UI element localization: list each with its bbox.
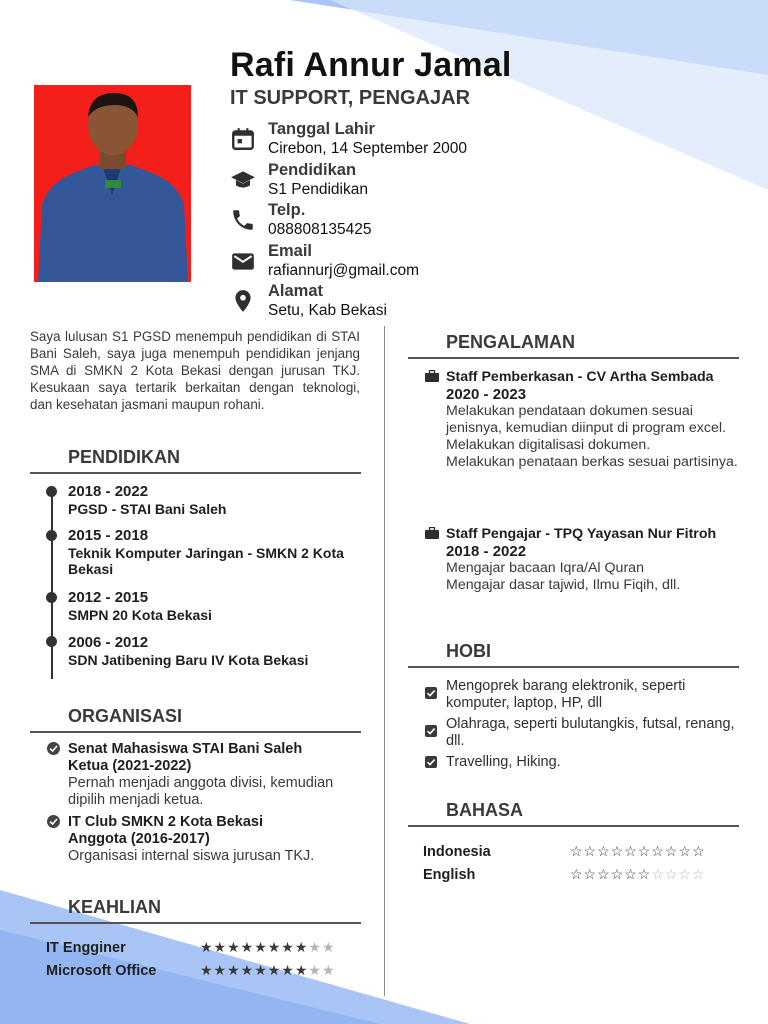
education-years: 2018 - 2022 (68, 483, 149, 500)
column-divider (384, 326, 385, 996)
timeline-dot (46, 530, 57, 541)
info-phone (230, 201, 550, 241)
star-filled-icon: ★★★★★★★★ (200, 962, 309, 978)
info-value: Setu, Kab Bekasi (268, 302, 387, 319)
info-label: Alamat (268, 282, 324, 300)
hobby-item: Mengoprek barang elektronik, seperti komputer, laptop, HP, dll (446, 678, 686, 711)
education-years: 2015 - 2018 (68, 527, 149, 544)
section-title-pengalaman: PENGALAMAN (446, 332, 575, 352)
timeline-dot (46, 486, 57, 497)
check-circle-icon (47, 742, 60, 755)
experience-years: 2020 - 2023 (446, 386, 527, 403)
language-name: English (423, 867, 476, 883)
hobby-item: Travelling, Hiking. (446, 754, 561, 770)
info-label: Pendidikan (268, 161, 357, 179)
star-empty-icon: ★★ (308, 939, 336, 955)
education-item (68, 484, 358, 517)
timeline-dot (46, 592, 57, 603)
education-item (68, 590, 358, 623)
section-divider (30, 472, 361, 474)
info-address (230, 282, 550, 322)
briefcase-icon (425, 370, 439, 382)
education-item (68, 635, 358, 668)
education-school: SMPN 20 Kota Bekasi (68, 606, 212, 623)
language-name: Indonesia (423, 844, 491, 860)
education-school: Teknik Komputer Jaringan - SMKN 2 Kota Bekasi (68, 544, 344, 577)
organization-desc: Organisasi internal siswa jurusan TKJ. (68, 848, 315, 864)
star-outline-icon: ☆☆☆☆☆☆☆☆☆☆ (570, 843, 706, 859)
info-value: 088808135425 (268, 221, 372, 238)
info-education (230, 161, 550, 201)
section-title-hobi: HOBI (446, 641, 491, 661)
organization-item (68, 814, 368, 865)
organization-name: IT Club SMKN 2 Kota Bekasi (68, 814, 263, 830)
experience-title: Staff Pengajar - TPQ Yayasan Nur Fitroh (446, 526, 717, 542)
experience-years: 2018 - 2022 (446, 543, 527, 560)
organization-desc: Pernah menjadi anggota divisi, kemudian dipilih menjadi ketua. (68, 775, 334, 808)
calendar-icon (230, 126, 256, 152)
education-years: 2012 - 2015 (68, 589, 149, 606)
info-value: S1 Pendidikan (268, 181, 368, 198)
education-years: 2006 - 2012 (68, 634, 149, 651)
section-title-bahasa: BAHASA (446, 800, 524, 820)
experience-item (446, 526, 746, 594)
checkbox-icon (425, 756, 437, 768)
education-school: PGSD - STAI Bani Saleh (68, 500, 227, 517)
phone-icon (230, 207, 256, 233)
check-circle-icon (47, 815, 60, 828)
job-role: IT SUPPORT, PENGAJAR (230, 87, 471, 109)
experience-title: Staff Pemberkasan - CV Artha Sembada (446, 369, 714, 385)
info-email (230, 242, 550, 282)
section-title-keahlian: KEAHLIAN (68, 897, 161, 917)
info-label: Tanggal Lahir (268, 120, 375, 138)
organization-item (68, 741, 368, 809)
organization-role: Anggota (2016-2017) (68, 831, 210, 847)
skill-rating (200, 962, 336, 979)
mail-icon (230, 248, 256, 274)
briefcase-icon (425, 527, 439, 539)
star-filled-icon: ★★★★★★★★ (200, 939, 309, 955)
section-title-organisasi: ORGANISASI (68, 706, 183, 726)
experience-desc: Melakukan pendataan dokumen sesuai jenisnya, kemudian diinput di program excel. Melakukan digitalisasi dokumen. Melakukan penataan berkas sesuai partisinya. (446, 403, 738, 470)
section-divider (408, 666, 739, 668)
info-birthdate (230, 120, 550, 160)
info-value: rafiannurj@gmail.com (268, 262, 419, 279)
organization-name: Senat Mahasiswa STAI Bani Saleh (68, 741, 303, 757)
info-label: Email (268, 242, 313, 260)
star-outline-icon: ☆☆☆☆☆☆ (570, 866, 652, 882)
star-empty-icon: ☆☆☆☆ (651, 866, 706, 882)
checkbox-icon (425, 725, 437, 737)
profile-summary: Saya lulusan S1 PGSD menempuh pendidikan di STAI Bani Saleh, saya juga menempuh pendidikan jenjang SMA di SMKN 2 Kota Bekasi dengan jurusan TKJ. Kesukaan saya tertarik berkaitan dengan teknologi, dan kesehatan jasmani maupun rohani. (30, 329, 360, 412)
skill-name: Microsoft Office (46, 963, 157, 979)
skill-rating (200, 939, 336, 956)
info-value: Cirebon, 14 September 2000 (268, 140, 468, 157)
education-school: SDN Jatibening Baru IV Kota Bekasi (68, 651, 309, 668)
skill-name: IT Engginer (46, 940, 126, 956)
education-item (68, 528, 358, 578)
section-divider (408, 825, 739, 827)
star-empty-icon: ★★ (308, 962, 336, 978)
location-pin-icon (230, 288, 256, 314)
timeline-dot (46, 636, 57, 647)
info-label: Telp. (268, 201, 306, 219)
language-rating (570, 843, 706, 860)
timeline-line (51, 487, 53, 679)
section-title-pendidikan: PENDIDIKAN (68, 447, 181, 467)
section-divider (408, 357, 739, 359)
full-name: Rafi Annur Jamal (230, 46, 512, 84)
section-divider (30, 922, 361, 924)
experience-item (446, 369, 746, 471)
organization-role: Ketua (2021-2022) (68, 758, 192, 774)
profile-photo (34, 85, 191, 282)
checkbox-icon (425, 687, 437, 699)
section-divider (30, 731, 361, 733)
experience-desc: Mengajar bacaan Iqra/Al Quran Mengajar dasar tajwid, Ilmu Fiqih, dll. (446, 560, 681, 593)
hobby-item: Olahraga, seperti bulutangkis, futsal, renang, dll. (446, 716, 735, 749)
language-rating (570, 866, 706, 883)
graduation-cap-icon (230, 167, 256, 193)
